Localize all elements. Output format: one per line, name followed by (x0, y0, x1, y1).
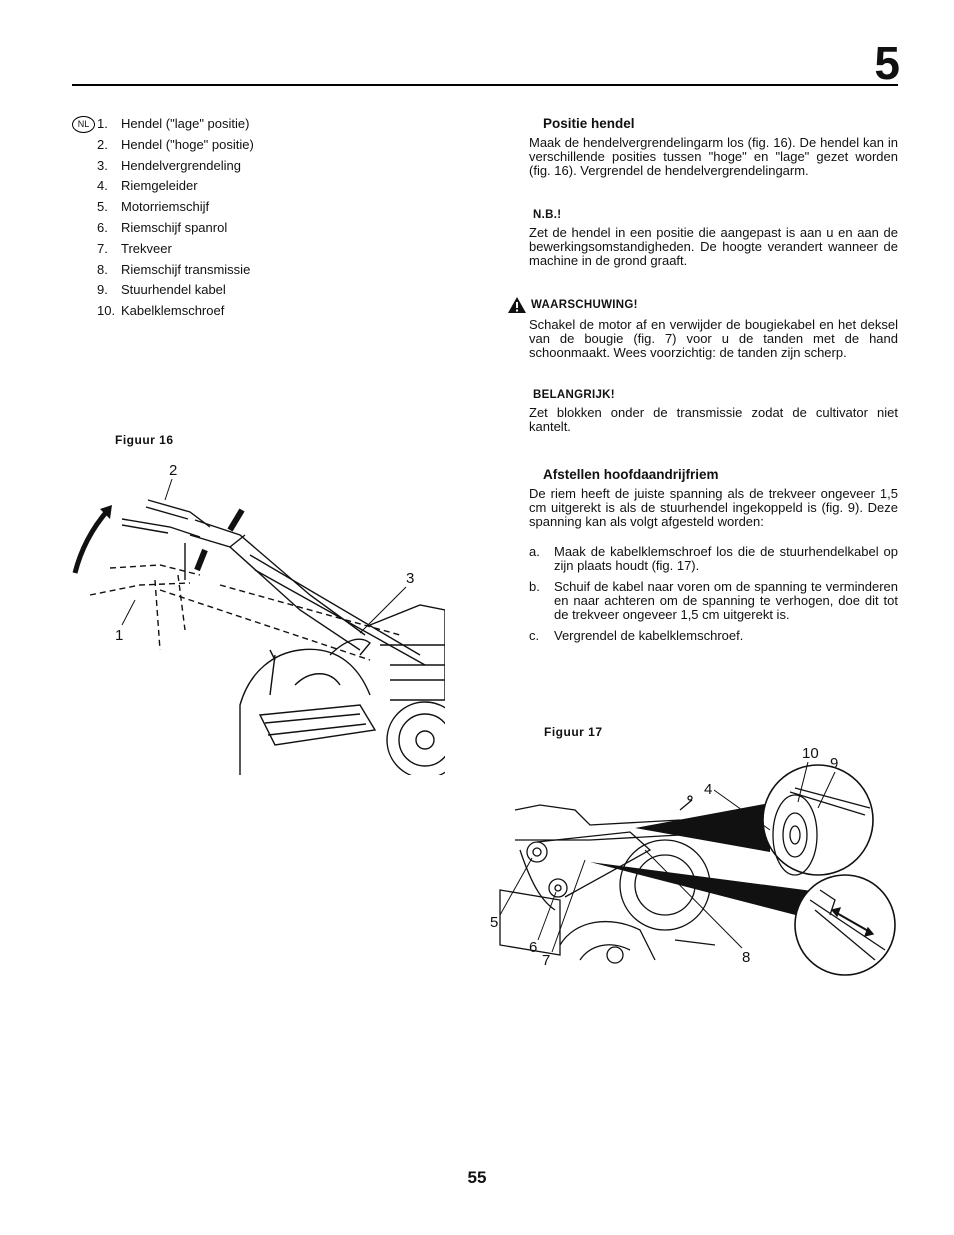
item-label: Hendelvergrendeling (121, 157, 241, 173)
list-item (97, 176, 254, 197)
callout-7: 7 (542, 952, 551, 969)
figure-16-label: Figuur 16 (115, 433, 174, 447)
list-item (97, 135, 254, 156)
item-label: Stuurhendel kabel (121, 282, 226, 298)
nb-text: Zet de hendel in een positie die aangepast is aan u en aan de bewerkingsomstandigheden. De hoogte verandert wanneer de machine in de grond graaft. (529, 225, 898, 268)
item-number: 7. (97, 240, 108, 256)
warning-heading (507, 296, 898, 314)
step-text: Schuif de kabel naar voren om de spanning te verminderen en naar achteren om de spanning te verhogen, doe dit tot de trekveer ongeveer 1,5 cm uitgerekt is. (554, 579, 898, 622)
language-badge: NL (72, 116, 95, 133)
page-number: 55 (467, 1168, 487, 1187)
list-item (97, 280, 254, 301)
afstellen-title: Afstellen hoofdaandrijfriem (543, 467, 719, 482)
positie-hendel-text: Maak de hendelvergrendelingarm los (fig. 16). De hendel kan in verschillende posities tussen "hoge" en "lage" gezet worden (fig. 16). Vergrendel de hendelvergrendelingarm. (529, 135, 898, 178)
item-number: 4. (97, 178, 108, 194)
list-item (97, 218, 254, 239)
right-column (529, 117, 898, 643)
warning-text: Schakel de motor af en verwijder de bougiekabel en het deksel van de bougie (fig. 7) voor u de tanden met de hand schoonmaakt. Wees voorzichtig: de tanden zijn scherp. (529, 317, 898, 360)
item-label: Hendel ("lage" positie) (121, 116, 250, 131)
item-number: 9. (97, 282, 108, 298)
chapter-number: 5 (874, 37, 898, 89)
item-label: Riemschijf spanrol (121, 219, 228, 235)
figure-16-illustration (60, 455, 445, 775)
item-label: Hendel ("hoge" positie) (121, 136, 254, 152)
list-item (97, 260, 254, 281)
warning-title: WAARSCHUWING! (531, 299, 638, 311)
warning-triangle-icon (507, 296, 527, 314)
item-label: Riemschijf transmissie (121, 261, 251, 277)
item-number: 5. (97, 199, 108, 215)
item-label: Kabelklemschroef (121, 303, 225, 319)
figure-17-label: Figuur 17 (544, 725, 603, 739)
callout-3: 3 (406, 570, 415, 587)
callout-4: 4 (704, 781, 713, 798)
callout-2: 2 (169, 462, 178, 479)
step-letter: c. (529, 628, 540, 643)
item-label: Trekveer (121, 240, 172, 256)
step-b (529, 580, 898, 622)
belangrijk-title: BELANGRIJK! (533, 389, 615, 401)
item-number: 10. (97, 303, 116, 319)
step-text: Vergrendel de kabelklemschroef. (554, 628, 744, 643)
callout-10: 10 (802, 745, 819, 762)
nb-title: N.B.! (533, 209, 562, 221)
item-label: Motorriemschijf (121, 199, 210, 215)
positie-hendel-title: Positie hendel (543, 116, 635, 131)
step-letter: a. (529, 544, 540, 559)
afstellen-intro: De riem heeft de juiste spanning als de trekveer ongeveer 1,5 cm uitgerekt is als de stuurhendel ingekoppeld is (fig. 9). Deze spanning kan als volgt afgesteld worden: (529, 486, 898, 529)
step-a (529, 545, 898, 573)
step-text: Maak de kabelklemschroef los die de stuurhendelkabel op zijn plaats houdt (fig. 17). (554, 544, 898, 573)
belangrijk-text: Zet blokken onder de transmissie zodat de cultivator niet kantelt. (529, 405, 898, 434)
callout-9: 9 (830, 755, 839, 772)
item-number: 3. (97, 157, 108, 173)
list-item (97, 239, 254, 260)
figure-17-illustration (480, 740, 900, 980)
list-item (97, 301, 254, 322)
step-c (529, 629, 898, 643)
callout-8: 8 (742, 949, 751, 966)
header-rule (72, 84, 898, 86)
list-item (97, 197, 254, 218)
item-number: 6. (97, 219, 108, 235)
parts-list (97, 114, 254, 322)
callout-1: 1 (115, 627, 124, 644)
callout-6: 6 (529, 939, 538, 956)
list-item (97, 156, 254, 177)
item-label: Riemgeleider (121, 178, 198, 194)
step-letter: b. (529, 579, 540, 594)
item-number: 1. (97, 116, 108, 131)
item-number: 2. (97, 136, 108, 152)
list-item (97, 114, 254, 135)
item-number: 8. (97, 261, 108, 277)
callout-5: 5 (490, 914, 499, 931)
